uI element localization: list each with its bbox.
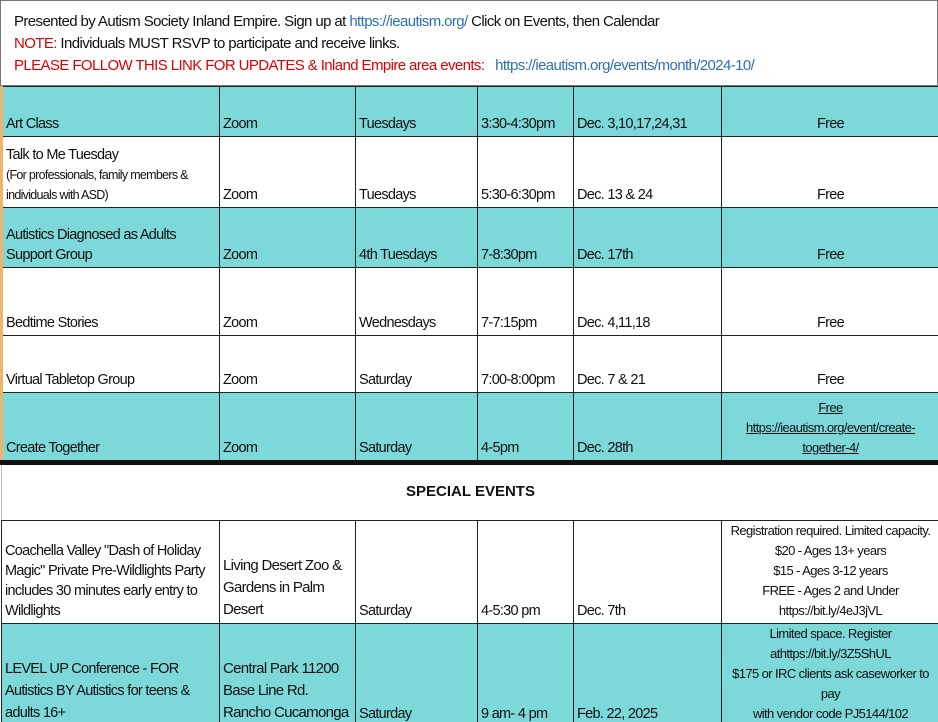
- event-cost: Free: [722, 87, 938, 137]
- special-event-day: Saturday: [356, 521, 478, 624]
- special-event-location: Living Desert Zoo & Gardens in Palm Desert: [220, 521, 356, 624]
- event-date: Dec. 4,11,18: [574, 268, 722, 336]
- registration-link[interactable]: https://bit.ly/4eJ3jVL: [778, 603, 883, 618]
- special-event-date: Feb. 22, 2025: [574, 624, 722, 722]
- special-events-row: [2, 463, 938, 521]
- event-time: 3:30-4:30pm: [478, 87, 574, 137]
- cost-line: $175 or IRC clients ask caseworker to pay: [732, 666, 929, 701]
- event-date: Dec. 28th: [574, 393, 722, 463]
- event-cost: Free: [722, 268, 938, 336]
- event-name: Autistics Diagnosed as Adults Support Group: [2, 208, 220, 268]
- conference-link[interactable]: athttps://bit.ly/3Z5ShUL: [770, 646, 891, 661]
- event-day: Wednesdays: [356, 268, 478, 336]
- event-location: Zoom: [220, 336, 356, 393]
- follow-line: [14, 55, 937, 77]
- event-time: 7:00-8:00pm: [478, 336, 574, 393]
- event-cost: Free: [818, 400, 843, 415]
- cost-line: Limited space. Register: [769, 626, 892, 641]
- event-date: Dec. 17th: [574, 208, 722, 268]
- cost-line: with vendor code PJ5144/102: [752, 706, 909, 721]
- table-row: [2, 137, 938, 208]
- intro-tail: Click on Events, then Calendar: [467, 13, 660, 30]
- note-label: NOTE:: [14, 35, 57, 52]
- event-date: Dec. 3,10,17,24,31: [574, 87, 722, 137]
- event-cost: Free: [722, 137, 938, 208]
- special-event-cost: [722, 624, 938, 722]
- intro-text: Presented by Autism Society Inland Empire. Sign up at: [14, 13, 350, 30]
- event-name: Bedtime Stories: [2, 268, 220, 336]
- event-location: Zoom: [220, 87, 356, 137]
- event-time: 4-5pm: [478, 393, 574, 463]
- create-together-link[interactable]: https://ieautism.org/event/create-together-4/: [746, 420, 915, 455]
- event-name: Art Class: [2, 87, 220, 137]
- note-text: Individuals MUST RSVP to participate and receive links.: [56, 35, 400, 52]
- event-name: Create Together: [2, 393, 220, 463]
- event-name-cell: [2, 137, 220, 208]
- event-cost: Free: [722, 208, 938, 268]
- table-row: [2, 208, 938, 268]
- special-event-name: Coachella Valley "Dash of Holiday Magic" Private Pre-Wildlights Party includes 30 minutes early entry to Wildlights: [2, 521, 220, 624]
- event-subtitle: (For professionals, family members & individuals with ASD): [6, 168, 188, 202]
- special-event-name: LEVEL UP Conference - FOR Autistics BY Autistics for teens & adults 16+: [2, 624, 220, 722]
- table-row: [2, 393, 938, 463]
- event-location: Zoom: [220, 268, 356, 336]
- event-day: Tuesdays: [356, 87, 478, 137]
- events-table: [0, 86, 938, 722]
- special-events-title: SPECIAL EVENTS: [2, 463, 938, 521]
- event-location: Zoom: [220, 208, 356, 268]
- table-row: [2, 624, 938, 722]
- special-event-time: 4-5:30 pm: [478, 521, 574, 624]
- event-time: 7-7:15pm: [478, 268, 574, 336]
- event-day: Saturday: [356, 336, 478, 393]
- special-event-cost: [722, 521, 938, 624]
- follow-text: PLEASE FOLLOW THIS LINK FOR UPDATES & Inland Empire area events:: [14, 57, 485, 74]
- cost-line: $15 - Ages 3-12 years: [773, 563, 888, 578]
- updates-link[interactable]: https://ieautism.org/events/month/2024-10/: [495, 57, 755, 74]
- table-row: [2, 268, 938, 336]
- special-event-date: Dec. 7th: [574, 521, 722, 624]
- flyer-header: [0, 0, 938, 86]
- table-row: [2, 521, 938, 624]
- cost-line: Registration required. Limited capacity.: [730, 523, 931, 538]
- event-cost: Free: [722, 336, 938, 393]
- event-location: Zoom: [220, 393, 356, 463]
- event-time: 5:30-6:30pm: [478, 137, 574, 208]
- note-line: [14, 33, 937, 55]
- table-row: [2, 336, 938, 393]
- cost-line: $20 - Ages 13+ years: [774, 543, 887, 558]
- event-time: 7-8:30pm: [478, 208, 574, 268]
- intro-line: [14, 11, 937, 33]
- special-event-time: 9 am- 4 pm: [478, 624, 574, 722]
- event-name: Talk to Me Tuesday: [6, 147, 119, 163]
- event-date: Dec. 7 & 21: [574, 336, 722, 393]
- event-day: 4th Tuesdays: [356, 208, 478, 268]
- special-event-location: Central Park 11200 Base Line Rd. Rancho Cucamonga: [220, 624, 356, 722]
- signup-link[interactable]: https://ieautism.org/: [349, 13, 468, 30]
- event-day: Saturday: [356, 393, 478, 463]
- event-date: Dec. 13 & 24: [574, 137, 722, 208]
- table-row: [2, 87, 938, 137]
- event-name: Virtual Tabletop Group: [2, 336, 220, 393]
- event-cost-cell: [722, 393, 938, 463]
- cost-line: FREE - Ages 2 and Under: [762, 583, 899, 598]
- event-day: Tuesdays: [356, 137, 478, 208]
- special-event-day: Saturday: [356, 624, 478, 722]
- event-location: Zoom: [220, 137, 356, 208]
